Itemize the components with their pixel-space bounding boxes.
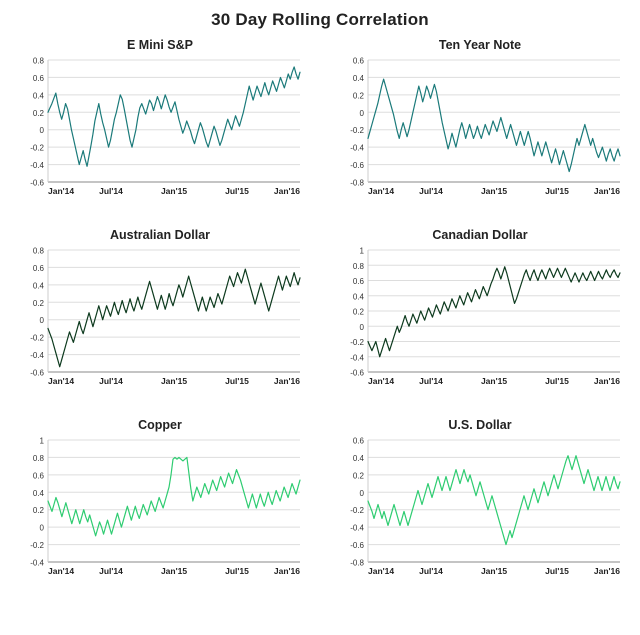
- y-tick-label: 0: [359, 108, 364, 118]
- y-tick-label: 0.4: [32, 488, 44, 498]
- y-tick-label: -0.8: [350, 558, 364, 568]
- x-tick-label: Jul'15: [545, 186, 569, 196]
- y-tick-label: 0.2: [32, 506, 44, 516]
- x-tick-label: Jan'14: [48, 566, 75, 576]
- y-tick-label: 0.4: [352, 453, 364, 463]
- y-tick-label: -0.2: [30, 333, 44, 343]
- series-line: [368, 456, 620, 545]
- chart-panel-3: [320, 220, 640, 410]
- y-tick-label: -0.6: [30, 368, 44, 378]
- y-tick-label: -0.2: [30, 143, 44, 153]
- x-tick-label: Jul'15: [225, 186, 249, 196]
- y-tick-label: -0.2: [350, 506, 364, 516]
- page-title: 30 Day Rolling Correlation: [211, 10, 429, 29]
- y-tick-label: 0.6: [32, 471, 44, 481]
- y-tick-label: 0.2: [32, 108, 44, 118]
- x-tick-label: Jan'15: [160, 186, 188, 196]
- chart-panel-0: [0, 30, 320, 220]
- chart-title-0: E Mini S&P: [127, 38, 193, 52]
- y-tick-label: -0.4: [350, 523, 364, 533]
- y-tick-label: -0.4: [30, 351, 44, 361]
- y-tick-label: 1: [39, 436, 44, 446]
- x-tick-label: Jan'14: [48, 376, 75, 386]
- y-tick-label: -0.8: [350, 178, 364, 188]
- y-tick-label: 0: [39, 523, 44, 533]
- y-tick-label: 0.2: [352, 307, 364, 317]
- x-tick-label: Jul'15: [225, 376, 249, 386]
- chart-plot-2: [12, 244, 308, 394]
- y-tick-label: 0.6: [32, 263, 44, 273]
- x-tick-label: Jul'14: [419, 376, 443, 386]
- y-tick-label: 0.6: [352, 277, 364, 286]
- y-tick-label: 0.2: [352, 471, 364, 481]
- chart-title-2: Australian Dollar: [109, 228, 211, 242]
- chart-plot-0: [12, 54, 308, 204]
- x-tick-label: Jan'15: [480, 186, 508, 196]
- series-line: [48, 457, 300, 535]
- chart-title-1: Ten Year Note: [438, 38, 522, 52]
- y-tick-label: 0.4: [352, 292, 364, 302]
- y-tick-label: 0.2: [352, 91, 364, 101]
- y-tick-label: 0.8: [32, 246, 44, 256]
- y-tick-label: 0.8: [32, 56, 44, 66]
- y-tick-label: -0.4: [30, 558, 44, 568]
- y-tick-label: 0.4: [32, 281, 44, 291]
- x-tick-label: Jan'15: [160, 566, 188, 576]
- y-tick-label: 0.8: [32, 453, 44, 463]
- x-tick-label: Jul'14: [99, 186, 123, 196]
- chart-panel-4: [0, 410, 320, 600]
- y-tick-label: -0.6: [350, 368, 364, 378]
- y-tick-label: 0.6: [352, 56, 364, 66]
- y-tick-label: -0.4: [350, 143, 364, 153]
- series-line: [48, 269, 300, 367]
- chart-title-4: Copper: [138, 418, 182, 432]
- y-tick-label: 0.4: [32, 91, 44, 101]
- y-tick-label: 0: [39, 316, 44, 326]
- y-tick-label: -0.6: [30, 178, 44, 188]
- x-tick-label: Jan'14: [368, 566, 395, 576]
- series-line: [368, 79, 620, 171]
- series-line: [48, 67, 300, 166]
- y-tick-label: 0: [359, 322, 364, 332]
- chart-plot-5: [332, 434, 628, 584]
- x-tick-label: Jul'14: [419, 566, 443, 576]
- y-tick-label: 0.2: [32, 298, 44, 308]
- chart-panel-2: [0, 220, 320, 410]
- x-tick-label: Jul'15: [225, 566, 249, 576]
- x-tick-label: Jul'14: [99, 566, 123, 576]
- y-tick-label: -0.2: [350, 126, 364, 136]
- chart-panel-1: [320, 30, 640, 220]
- x-tick-label: Jan'15: [480, 376, 508, 386]
- y-tick-label: 0: [39, 126, 44, 136]
- x-tick-label: Jan'16: [593, 376, 620, 386]
- y-tick-label: -0.2: [350, 338, 364, 347]
- chart-title-3: Canadian Dollar: [432, 228, 528, 242]
- chart-plot-4: [12, 434, 308, 584]
- y-tick-label: -0.6: [350, 541, 364, 551]
- x-tick-label: Jan'16: [273, 376, 300, 386]
- y-tick-label: 1: [359, 246, 364, 256]
- y-tick-label: 0: [359, 488, 364, 498]
- y-tick-label: -0.6: [350, 161, 364, 171]
- y-tick-label: -0.4: [350, 353, 364, 363]
- x-tick-label: Jan'16: [593, 566, 620, 576]
- y-tick-label: -0.4: [30, 161, 44, 171]
- x-tick-label: Jul'15: [545, 566, 569, 576]
- x-tick-label: Jan'14: [368, 376, 395, 386]
- x-tick-label: Jan'16: [273, 186, 300, 196]
- x-tick-label: Jul'15: [545, 376, 569, 386]
- y-tick-label: 0.8: [352, 261, 364, 271]
- y-tick-label: 0.4: [352, 73, 364, 83]
- chart-grid: [0, 30, 640, 600]
- y-tick-label: 0.6: [352, 436, 364, 446]
- x-tick-label: Jul'14: [419, 186, 443, 196]
- x-tick-label: Jan'16: [593, 186, 620, 196]
- x-tick-label: Jan'14: [368, 186, 395, 196]
- x-tick-label: Jan'15: [480, 566, 508, 576]
- y-tick-label: -0.2: [30, 541, 44, 551]
- y-tick-label: 0.6: [32, 73, 44, 83]
- x-tick-label: Jan'16: [273, 566, 300, 576]
- x-tick-label: Jan'14: [48, 186, 75, 196]
- chart-title-5: U.S. Dollar: [448, 418, 512, 432]
- x-tick-label: Jan'15: [160, 376, 188, 386]
- x-tick-label: Jul'14: [99, 376, 123, 386]
- chart-plot-3: [332, 244, 628, 394]
- chart-plot-1: [332, 54, 628, 204]
- chart-panel-5: [320, 410, 640, 600]
